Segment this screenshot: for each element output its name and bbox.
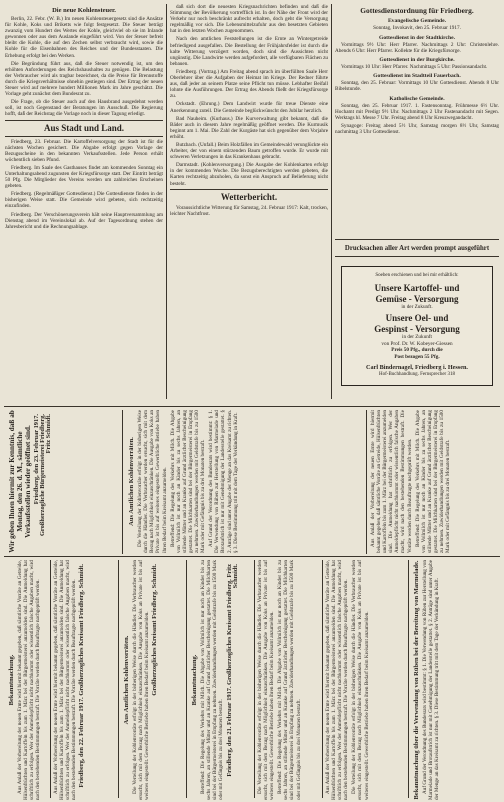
notice-e-text: Die Verteilung der Kohlenvorräte erfolgt in der bisherigen Weise durch die Händler. Die Verbraucher werden ersucht, sich mit dem Bezug nach Möglichkeit einzuschränken. Die Ausgabe von Koks an Private ist bis auf weiteres eingestellt. Gewerbliche Betriebe haben ihren Bedarf beim Kreisamt anzumelden. [257, 560, 276, 800]
notice-f-text-2: Die Verteilung der Kohlenvorräte erfolgt in der bisherigen Weise durch die Händler. Die Verbraucher werden ersucht, sich mit dem Bezug nach Möglichkeit einzuschränken. Die Ausgabe von Koks an Private ist bis auf weiteres eingestellt. Gewerbliche Betriebe haben ihren Bedarf beim Kreisamt anzumelden. [351, 560, 370, 800]
local-news-paragraph-4: Friedberg. Der Verschönerungsverein hält seine Hauptversammlung am Dienstag abend im Vereinslokal ab. Auf der Tagesordnung stehen der Jahresbericht und die Rechnungsablage. [5, 211, 163, 230]
evangelical-date: Sonntag, Invokavit, den 25. Februar 1917. [373, 25, 461, 32]
notice-c-signature: Großherzogliches Kreisamt Friedberg. Schmidt. [151, 564, 159, 696]
town-church-heading: Gottesdienst in der Stadtkirche. [379, 34, 455, 41]
notice-f-text: Aus Anlaß der Vorbereitung der neuen Ernte wird hiermit bekannt gegeben, daß sämtliche Vorräte an Getreide, Hülsenfrüchten und Kartoffeln bis zum 1. März bei der Bürgermeisterei anzumelden sind. Die Anmeldung hat schriftlich zu erfolgen. Wer der Anmeldepflicht nicht nachkommt oder wissentlich falsche Angaben macht, wird nach den bestehenden Bestimmungen bestraft. Die Vorräte werden durch Beauftragte nachgeprüft werden. [325, 560, 350, 800]
divider [4, 556, 500, 557]
divider [335, 239, 499, 240]
column-1 [5, 4, 163, 396]
upper-right-text-2: Betreffend: Die Regelung des Verkehrs mit Milch. Die Abgabe von Vollmilch ist nur noch an Kinder bis zu sechs Jahren, an stillende Mütter und an Kranke auf Grund ärztlicher Bescheinigung gestattet. Die Milchkarten sind bei der Bürgermeisterei in Empfang zu nehmen. Zuwiderhandlungen werden mit Geldstrafe bis zu 1500 Mark oder mit Gefängnis bis zu drei Monaten bestraft. [414, 410, 452, 553]
ad-bookseller: Carl Bindernagel, Friedberg i. Hessen. [366, 364, 468, 372]
news-paragraph-5: Bad Nauheim. (Kurhaus.) Die Kurverwaltung gibt bekannt, daß die Bäder auch in diesem Jahre regelmäßig geöffnet werden. Die Kurmusik beginnt am 1. Mai. Die Zahl der Kurgäste hat sich gegenüber dem Vorjahre erhöht. [170, 115, 328, 140]
column-divider [166, 4, 167, 399]
notice-d-title: Bekanntmachung. [191, 654, 198, 706]
local-news-paragraph-2: Friedberg. Im Saale des Gasthauses findet am kommenden Sonntag ein Unterhaltungsabend zugunsten der Kriegsfürsorge statt. Der Eintritt beträgt 50 Pfg. Die Mitglieder des Vereins werden um zahlreiches Erscheinen gebeten. [5, 164, 163, 190]
district-church-heading: Gottesdienst im Stadtteil Fauerbach. [373, 73, 461, 80]
notice-e-text-2: Betreffend: Die Regelung des Verkehrs mit Milch. Die Abgabe von Vollmilch ist nur noch an Kinder bis zu sechs Jahren, an stillende Mütter und an Kranke auf Grund ärztlicher Bescheinigung gestattet. Die Milchkarten sind bei der Bürgermeisterei in Empfang zu nehmen. Zuwiderhandlungen werden mit Geldstrafe bis zu 1500 Mark oder mit Gefängnis bis zu drei Monaten bestraft. [277, 560, 302, 800]
weather-heading: Wetterbericht. [220, 191, 278, 202]
column-divider [254, 560, 255, 798]
ad-subtitle-1: in der Zukunft. [401, 304, 433, 310]
town-church-text: Vormittags 9½ Uhr: Herr Pfarrer. Nachmittags 2 Uhr: Christenlehre. Abends 6 Uhr: Herr Pfarrer. Kollekte für die Kriegsfürsorge. [335, 41, 499, 54]
upper-notice-text-2: Betreffend: Die Regelung des Verkehrs mit Milch. Die Abgabe von Vollmilch ist nur noch an Kinder bis zu sechs Jahren, an stillende Mütter und an Kranke auf Grund ärztlicher Bescheinigung gestattet. Die Milchkarten sind bei der Bürgermeisterei in Empfang zu nehmen. Zuwiderhandlungen werden mit Geldstrafe bis zu 1500 Mark oder mit Gefängnis bis zu drei Monaten bestraft. [169, 410, 207, 553]
notice-g-title: Bekanntmachung über die Verwendung von Rüben bei der Bereitung von Marmelade. [413, 560, 420, 800]
local-news-paragraph-3: Friedberg. (Regelmäßiger Gottesdienst.) Die Gottesdienste finden in der bisherigen Weise statt. Die Gemeinde wird gebeten, sich rechtzeitig einzufinden. [5, 191, 163, 210]
notice-d-signature: Friedberg, den 21. Februar 1917. Großherzogliches Kreisamt Friedberg. Fritz Schmidt. [225, 564, 239, 777]
news-paragraph-3: Friedberg. (Vortrag.) Am Freitag abend sprach im überfüllten Saale Herr Oberlehrer über die Aufgaben der Heimat im Kriege. Der Redner führte aus, daß jeder an seinem Platze seine Pflicht tun müsse. Lebhafter Beifall lohnte die Ausführungen. Der Ertrag des Abends fließt der Kriegsfürsorge zu. [170, 68, 328, 100]
rotated-notice-strip-d [189, 560, 251, 800]
column-divider [331, 4, 332, 399]
news-paragraph-7: Darmstadt. (Kohlenversorgung.) Die Ausgabe der Kohlenkarten erfolgt in der kommenden Woche. Die Bezugsberechtigten werden gebeten, die Karten rechtzeitig abzuholen, da sonst ein Anspruch auf Belieferung nicht besteht. [170, 162, 328, 187]
section-divider [4, 406, 500, 407]
ad-title-2a: Unsere Oel- und [385, 313, 449, 324]
notice-b-text: Aus Anlaß der Vorbereitung der neuen Ernte wird hiermit bekannt gegeben, daß sämtliche Vorräte an Getreide, Hülsenfrüchten und Kartoffeln bis zum 1. März bei der Bürgermeisterei anzumelden sind. Die Anmeldung hat schriftlich zu erfolgen. Wer der Anmeldepflicht nicht nachkommt oder wissentlich falsche Angaben macht, wird nach den bestehenden Bestimmungen bestraft. Die Vorräte werden durch Beauftragte nachgeprüft werden. [53, 560, 78, 800]
divider [5, 120, 163, 121]
rotated-announcement-upper-left [6, 410, 118, 553]
divider [5, 136, 163, 137]
ad-title-1a: Unsere Kartoffel- und [374, 283, 460, 293]
notice-g-text: Auf Grund der Verordnung des Bundesrats wird bestimmt: § 1. Die Verwendung von Rüben zur Herstellung von Marmelade und Brotaufstrich ist nur mit Genehmigung der Landesstelle gestattet. § 2. Anträge sind unter Angabe der Menge an das Kreisamt zu richten. § 3. Diese Bestimmung tritt mit dem Tage der Verkündung in Kraft. [422, 560, 441, 800]
column-2 [170, 4, 328, 404]
ad-author: von Prof. Dr. W. Kobeyer-Giessen [381, 340, 453, 347]
print-notice [335, 242, 499, 254]
ad-title-2b: Gespinst - Versorgung [374, 323, 460, 334]
notice-c-text: Die Verteilung der Kohlenvorräte erfolgt in der bisherigen Weise durch die Händler. Die Verbraucher werden ersucht, sich mit dem Bezug nach Möglichkeit einzuschränken. Die Ausgabe von Koks an Private ist bis auf weiteres eingestellt. Gewerbliche Betriebe haben ihren Bedarf beim Kreisamt anzumelden. [132, 560, 151, 800]
local-news-paragraph-1: Friedberg, 23. Februar. Die Kartoffelversorgung der Stadt ist für die nächsten Wochen gesichert. Die Abgabe erfolgt gegen Vorlage der Bezugsscheine in den bekannten Verkaufsstellen. Jede Person erhält wöchentlich sieben Pfund. [5, 138, 163, 163]
notice-a-text: Aus Anlaß der Vorbereitung der neuen Ernte wird hiermit bekannt gegeben, daß sämtliche Vorräte an Getreide, Hülsenfrüchten und Kartoffeln bis zum 1. März bei der Bürgermeisterei anzumelden sind. Die Anmeldung hat schriftlich zu erfolgen. Wer der Anmeldepflicht nicht nachkommt oder wissentlich falsche Angaben macht, wird nach den bestehenden Bestimmungen bestraft. Die Vorräte werden durch Beauftragte nachgeprüft werden. [17, 560, 42, 800]
evangelical-heading: Evangelische Gemeinde. [387, 18, 447, 25]
news-paragraph-4: Ockstadt. (Ehrung.) Dem Landwirt wurde für treue Dienste eine Anerkennung zuteil. Die Gemeinde beglückwünscht den Jubilar herzlich. [170, 101, 328, 114]
column-divider [408, 560, 409, 798]
castle-church-text: Vormittags 10 Uhr: Herr Pfarrer. Nachmittags 5 Uhr: Passionsandacht. [341, 64, 488, 71]
coal-tax-paragraph-1: Berlin, 22. Febr. (W. B.) Im neuen Kohlensteuergesetz sind die Ansätze für Kohle, Koks und Briketts wie folgt festgesetzt. Die Steuer beträgt zwanzig vom Hundert des Wertes der Kohle, gleichviel ob sie im Inlande gewonnen oder aus dem Auslande eingeführt wird. Von der Steuer befreit bleibt die Kohle, die auf den Zechen selbst verbraucht wird, sowie die Kohle für die Eisenbahnen des Reiches und der Bundesstaaten. Die Erhebung erfolgt bei den Werken. [5, 16, 163, 59]
upper-right-text: Aus Anlaß der Vorbereitung der neuen Ernte wird hiermit bekannt gegeben, daß sämtliche Vorräte an Getreide, Hülsenfrüchten und Kartoffeln bis zum 1. März bei der Bürgermeisterei anzumelden sind. Die Anmeldung hat schriftlich zu erfolgen. Wer der Anmeldepflicht nicht nachkommt oder wissentlich falsche Angaben macht, wird nach den bestehenden Bestimmungen bestraft. Die Vorräte werden durch Beauftragte nachgeprüft werden. [370, 410, 413, 553]
rotated-announcement-upper-middle [126, 410, 362, 553]
column-divider [366, 410, 367, 554]
rotated-announcement-upper-right [370, 410, 498, 553]
announcement-headline: Wir geben Ihnen hiermit zur Kenntnis, daß ab Montag, den 26. d. M., sämtliche Verkaufsstellen wieder geöffnet sind. [8, 410, 32, 553]
catholic-text: Sonntag, den 25. Februar 1917. 1. Fastensonntag. Frühmesse 6½ Uhr. Hochamt mit Predigt 9½ Uhr. Nachmittags 2 Uhr Fastenandacht mit Segen. Werktags hl. Messe 7 Uhr. Freitag abend 8 Uhr Kreuzwegandacht. [335, 102, 499, 121]
coal-tax-paragraph-2: Die Begründung führt aus, daß die Steuer notwendig ist, um den erhöhten Anforderungen des Reichshaushaltes zu genügen. Die Belastung der Verbraucher wird als tragbar bezeichnet, da die Preise für Brennstoffe durch die Kriegsverhältnisse ohnehin gestiegen sind. Der Ertrag der neuen Steuer wird auf mehrere hundert Millionen Mark im Jahre geschätzt. Die Vorlage geht zunächst dem Bundesrat zu. [5, 60, 163, 98]
church-services-heading: Gottesdienstordnung für Friedberg. [360, 6, 474, 15]
notice-a-title: Bekanntmachung. [8, 654, 15, 706]
district-church-text: Sonntag, den 25. Februar: Vormittags 10 Uhr Gottesdienst. Abends 8 Uhr Bibelstunde. [335, 80, 499, 93]
notice-d-text: Betreffend: Die Regelung des Verkehrs mit Milch. Die Abgabe von Vollmilch ist nur noch an Kinder bis zu sechs Jahren, an stillende Mütter und an Kranke auf Grund ärztlicher Bescheinigung gestattet. Die Milchkarten sind bei der Bürgermeisterei in Empfang zu nehmen. Zuwiderhandlungen werden mit Geldstrafe bis zu 1500 Mark oder mit Gefängnis bis zu drei Monaten bestraft. [200, 560, 225, 800]
rotated-notice-strip-f [325, 560, 405, 800]
column-3 [335, 4, 499, 236]
castle-church-heading: Gottesdienst in der Burgkirche. [379, 56, 455, 63]
upper-notice-text-3: Auf Grund der Verordnung des Bundesrats wird bestimmt: § 1. Die Verwendung von Rüben zur Herstellung von Marmelade und Brotaufstrich ist nur mit Genehmigung der Landesstelle gestattet. § 2. Anträge sind unter Angabe der Menge an das Kreisamt zu richten. § 3. Diese Bestimmung tritt mit dem Tage der Verkündung in Kraft. [208, 410, 239, 553]
local-news-heading: Aus Stadt und Land. [43, 122, 125, 133]
coal-tax-heading: Die neue Kohlensteuer. [52, 7, 116, 14]
ad-price: Preis 50 Pfg., durch die [391, 347, 443, 354]
news-paragraph-6: Butzbach. (Unfall.) Beim Holzfällen im Gemeindewald verunglückte ein Arbeiter, der von einem stürzenden Baum getroffen wurde. Er wurde mit schweren Verletzungen in das Krankenhaus gebracht. [170, 141, 328, 161]
upper-notice-title: Aus Amtlichen Kohlenvorräten. [128, 437, 135, 526]
divider [335, 256, 499, 257]
announcement-signature: Friedberg, den 23. Februar 1917. Großherzogliche Bürgermeisterei Friedberg. Fritz Schmidt. [33, 414, 53, 537]
notice-b-signature: Friedberg, den 22. Februar 1917. Großherzogliches Kreisamt Friedberg. Schmidt. [78, 564, 86, 788]
column-divider [186, 560, 187, 798]
ad-address: Hof-Buchhandlung. Fernsprecher 318 [379, 372, 455, 378]
rotated-notice-strip-a [6, 560, 48, 800]
weather-text: Voraussichtliche Witterung für Samstag, 24. Februar 1917: Kalt, trocken, leichter Nachtfrost. [170, 204, 328, 217]
print-notice-heading: Drucksachen aller Art werden prompt ausgeführt [344, 245, 490, 252]
bookshop-advertisement [341, 266, 493, 386]
synagogue-text: Synagoge: Freitag abend 5½ Uhr, Samstag morgen 8½ Uhr, Samstag nachmittag 3 Uhr Gottesdienst. [335, 123, 499, 136]
column-divider [50, 560, 51, 798]
divider [170, 189, 328, 190]
rotated-notice-strip-c [121, 560, 183, 800]
column-divider [322, 560, 323, 798]
news-paragraph-2: Nach den amtlichen Feststellungen ist die Ernte an Wintergetreide befriedigend ausgefallen. Die Bestellung der Frühjahrsfelder ist durch die kalte Witterung verzögert worden, doch sind die Aussichten nicht ungünstig. Die Landwirte werden aufgefordert, alle verfügbaren Flächen zu bebauen. [170, 36, 328, 67]
ad-postage: Post bezogen 55 Pfg. [394, 353, 440, 360]
ad-title-1b: Gemüse - Versorgung [375, 293, 459, 304]
notice-c-title: Aus Amtlichen Kohlenvorräten. [123, 635, 130, 725]
upper-notice-text: Die Verteilung der Kohlenvorräte erfolgt in der bisherigen Weise durch die Händler. Die Verbraucher werden ersucht, sich mit dem Bezug nach Möglichkeit einzuschränken. Die Ausgabe von Koks an Private ist bis auf weiteres eingestellt. Gewerbliche Betriebe haben ihren Bedarf beim Kreisamt anzumelden. [137, 410, 168, 553]
column-divider [122, 410, 123, 554]
ad-intro: Soeben erschienen und bei mir erhältlich: [375, 273, 459, 278]
rotated-notice-strip-g [411, 560, 499, 800]
rotated-notice-strip-e [257, 560, 319, 800]
news-paragraph-1: daß sich dort die neuesten Kriegsnachrichten befinden und daß die Stimmung der Bevölkerung vortrefflich ist. In der Nähe der Front wird der Verkehr nur noch beschränkt aufrecht erhalten, doch geht die Versorgung regelmäßig vor sich. Die Lebensmittelzufuhr aus den besetzten Gebieten hat in den letzten Wochen zugenommen. [170, 4, 328, 35]
coal-tax-paragraph-3: Die Frage, ob die Steuer auch auf den Hausbrand ausgedehnt werden soll, ist noch Gegenstand der Beratungen im Ausschuß. Die Regierung hofft, daß der Reichstag die Vorlage noch in dieser Tagung erledigt. [5, 99, 163, 118]
ad-subtitle-2: in der Zukunft [402, 334, 432, 341]
column-divider [118, 560, 119, 798]
rotated-notice-strip-b [53, 560, 115, 800]
catholic-heading: Katholische Gemeinde. [389, 95, 445, 102]
